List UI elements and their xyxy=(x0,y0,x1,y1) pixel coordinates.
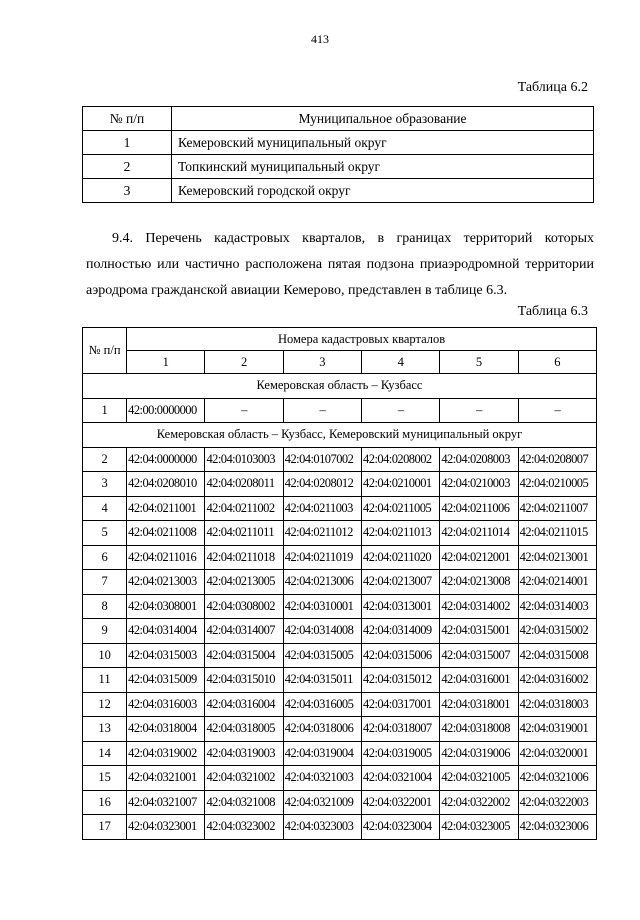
cadastral-quarter: 42:04:0319006 xyxy=(440,741,518,766)
table-header-row xyxy=(83,351,597,374)
cadastral-quarter: 42:04:0319004 xyxy=(283,741,361,766)
row-number: 13 xyxy=(83,717,127,742)
table-row xyxy=(83,179,594,203)
cadastral-table-body xyxy=(83,328,597,840)
cadastral-quarter: 42:04:0315001 xyxy=(440,619,518,644)
cadastral-quarter: 42:04:0213001 xyxy=(518,545,596,570)
section-title: Кемеровская область – Кузбасс xyxy=(83,374,597,399)
row-number: 16 xyxy=(83,790,127,815)
cadastral-quarter: 42:04:0323001 xyxy=(127,815,205,840)
paragraph-text: 9.4. Перечень кадастровых кварталов, в границах территорий которых полностью или частично расположена пятая подзона приаэродромной территории аэродрома гражданской авиации Кемерово, представлен в таблице 6.3. xyxy=(86,231,594,298)
column-number: 3 xyxy=(283,351,361,374)
cadastral-quarter: 42:04:0315005 xyxy=(283,643,361,668)
cadastral-quarter: 42:04:0211016 xyxy=(127,545,205,570)
column-number: 5 xyxy=(440,351,518,374)
cadastral-quarter: 42:04:0308001 xyxy=(127,594,205,619)
table-row xyxy=(83,496,597,521)
cadastral-quarter: 42:04:0211013 xyxy=(362,521,440,546)
row-number: 2 xyxy=(83,155,172,179)
row-number: 9 xyxy=(83,619,127,644)
cadastral-quarter: 42:04:0321006 xyxy=(518,766,596,791)
section-title: Кемеровская область – Кузбасс, Кемеровский муниципальный округ xyxy=(83,423,597,448)
cadastral-quarter: 42:04:0314003 xyxy=(518,594,596,619)
cadastral-quarter: 42:04:0211008 xyxy=(127,521,205,546)
row-number: 17 xyxy=(83,815,127,840)
row-number: 7 xyxy=(83,570,127,595)
cadastral-quarter: 42:04:0211020 xyxy=(362,545,440,570)
cadastral-quarter: 42:04:0322001 xyxy=(362,790,440,815)
cadastral-quarter: 42:04:0315009 xyxy=(127,668,205,693)
table-6-3-caption: Таблица 6.3 xyxy=(517,304,588,319)
municipality-name: Кемеровский муниципальный округ xyxy=(172,131,594,155)
cadastral-quarter: 42:04:0321007 xyxy=(127,790,205,815)
cadastral-quarter: 42:04:0000000 xyxy=(127,447,205,472)
cadastral-quarter: 42:04:0315002 xyxy=(518,619,596,644)
cadastral-quarter: 42:04:0314008 xyxy=(283,619,361,644)
cadastral-quarter: 42:04:0208007 xyxy=(518,447,596,472)
cadastral-quarter: 42:04:0315006 xyxy=(362,643,440,668)
cadastral-quarter: 42:04:0319005 xyxy=(362,741,440,766)
row-number: 6 xyxy=(83,545,127,570)
cadastral-quarter: 42:04:0212001 xyxy=(440,545,518,570)
table-row xyxy=(83,545,597,570)
cadastral-quarter: 42:04:0208010 xyxy=(127,472,205,497)
table-row xyxy=(83,692,597,717)
cadastral-quarter: 42:04:0316005 xyxy=(283,692,361,717)
cadastral-quarter: 42:04:0318003 xyxy=(518,692,596,717)
cadastral-quarter: 42:04:0103003 xyxy=(205,447,283,472)
cadastral-quarter: 42:04:0313001 xyxy=(362,594,440,619)
table-header-row xyxy=(83,328,597,351)
cadastral-quarter: 42:04:0315007 xyxy=(440,643,518,668)
cadastral-quarter: 42:04:0315008 xyxy=(518,643,596,668)
cadastral-quarter: 42:04:0310001 xyxy=(283,594,361,619)
cadastral-quarter: 42:04:0323006 xyxy=(518,815,596,840)
cadastral-quarter: 42:04:0314009 xyxy=(362,619,440,644)
cadastral-quarter: 42:04:0321001 xyxy=(127,766,205,791)
cadastral-quarter: 42:04:0321009 xyxy=(283,790,361,815)
cadastral-quarter: 42:04:0317001 xyxy=(362,692,440,717)
cadastral-quarter: 42:04:0318004 xyxy=(127,717,205,742)
cadastral-quarter: – xyxy=(440,398,518,423)
cadastral-quarter: 42:04:0211006 xyxy=(440,496,518,521)
cadastral-quarter: 42:04:0211001 xyxy=(127,496,205,521)
table-row xyxy=(83,766,597,791)
row-number: 12 xyxy=(83,692,127,717)
cadastral-quarter: 42:04:0308002 xyxy=(205,594,283,619)
row-number: 3 xyxy=(83,472,127,497)
paragraph-9-4 xyxy=(86,226,594,304)
cadastral-quarter: 42:04:0321004 xyxy=(362,766,440,791)
cadastral-quarter: 42:04:0211003 xyxy=(283,496,361,521)
cadastral-quarter: 42:04:0208011 xyxy=(205,472,283,497)
cadastral-quarter: 42:04:0214001 xyxy=(518,570,596,595)
cadastral-quarter: 42:04:0315003 xyxy=(127,643,205,668)
cadastral-quarter: 42:04:0210003 xyxy=(440,472,518,497)
table-row xyxy=(83,447,597,472)
cadastral-quarter: 42:04:0210001 xyxy=(362,472,440,497)
table-row xyxy=(83,790,597,815)
column-number: 4 xyxy=(362,351,440,374)
section-row xyxy=(83,423,597,448)
cadastral-quarter: 42:04:0213008 xyxy=(440,570,518,595)
table-header-row xyxy=(83,107,594,131)
cadastral-quarter: 42:04:0318007 xyxy=(362,717,440,742)
cadastral-quarter: – xyxy=(283,398,361,423)
row-number: 3 xyxy=(83,179,172,203)
table-row xyxy=(83,741,597,766)
cadastral-quarter: 42:04:0208012 xyxy=(283,472,361,497)
cadastral-quarter: 42:04:0314007 xyxy=(205,619,283,644)
cadastral-quarter: 42:00:0000000 xyxy=(127,398,205,423)
table-row xyxy=(83,717,597,742)
cadastral-quarter: 42:04:0211002 xyxy=(205,496,283,521)
table-row xyxy=(83,594,597,619)
cadastral-quarter: 42:04:0315011 xyxy=(283,668,361,693)
table-row xyxy=(83,155,594,179)
header-num: № п/п xyxy=(83,328,127,374)
cadastral-quarter: 42:04:0323005 xyxy=(440,815,518,840)
cadastral-quarter: 42:04:0319003 xyxy=(205,741,283,766)
cadastral-quarter: 42:04:0321003 xyxy=(283,766,361,791)
row-number: 5 xyxy=(83,521,127,546)
header-cadastral-numbers: Номера кадастровых кварталов xyxy=(127,328,597,351)
page-number: 413 xyxy=(311,32,329,46)
cadastral-quarter: – xyxy=(518,398,596,423)
row-number: 11 xyxy=(83,668,127,693)
cadastral-quarters-table xyxy=(82,327,597,840)
cadastral-quarter: 42:04:0315004 xyxy=(205,643,283,668)
row-number: 14 xyxy=(83,741,127,766)
table-row xyxy=(83,521,597,546)
cadastral-quarter: 42:04:0316004 xyxy=(205,692,283,717)
cadastral-quarter: 42:04:0211015 xyxy=(518,521,596,546)
table-row xyxy=(83,570,597,595)
cadastral-quarter: 42:04:0211018 xyxy=(205,545,283,570)
header-num: № п/п xyxy=(83,107,172,131)
table-row xyxy=(83,131,594,155)
cadastral-quarter: 42:04:0315012 xyxy=(362,668,440,693)
cadastral-quarter: 42:04:0211014 xyxy=(440,521,518,546)
municipality-table xyxy=(82,106,594,203)
cadastral-quarter: 42:04:0213005 xyxy=(205,570,283,595)
row-number: 4 xyxy=(83,496,127,521)
table-row xyxy=(83,619,597,644)
cadastral-quarter: 42:04:0318005 xyxy=(205,717,283,742)
cadastral-quarter: 42:04:0321002 xyxy=(205,766,283,791)
cadastral-quarter: 42:04:0213003 xyxy=(127,570,205,595)
municipality-name: Кемеровский городской округ xyxy=(172,179,594,203)
cadastral-quarter: 42:04:0321008 xyxy=(205,790,283,815)
cadastral-quarter: 42:04:0314004 xyxy=(127,619,205,644)
cadastral-quarter: 42:04:0210005 xyxy=(518,472,596,497)
table-row xyxy=(83,398,597,423)
cadastral-quarter: 42:04:0314002 xyxy=(440,594,518,619)
cadastral-quarter: 42:04:0323002 xyxy=(205,815,283,840)
municipality-name: Топкинский муниципальный округ xyxy=(172,155,594,179)
row-number: 2 xyxy=(83,447,127,472)
row-number: 1 xyxy=(83,398,127,423)
row-number: 8 xyxy=(83,594,127,619)
cadastral-quarter: 42:04:0322003 xyxy=(518,790,596,815)
cadastral-quarter: 42:04:0213006 xyxy=(283,570,361,595)
cadastral-quarter: 42:04:0323004 xyxy=(362,815,440,840)
cadastral-quarter: 42:04:0316001 xyxy=(440,668,518,693)
cadastral-quarter: 42:04:0316003 xyxy=(127,692,205,717)
row-number: 15 xyxy=(83,766,127,791)
cadastral-quarter: 42:04:0323003 xyxy=(283,815,361,840)
cadastral-quarter: 42:04:0211012 xyxy=(283,521,361,546)
cadastral-quarter: 42:04:0319001 xyxy=(518,717,596,742)
column-number: 6 xyxy=(518,351,596,374)
cadastral-quarter: 42:04:0318001 xyxy=(440,692,518,717)
table-row xyxy=(83,668,597,693)
cadastral-quarter: – xyxy=(205,398,283,423)
table-row xyxy=(83,643,597,668)
cadastral-quarter: – xyxy=(362,398,440,423)
cadastral-quarter: 42:04:0211007 xyxy=(518,496,596,521)
cadastral-quarter: 42:04:0208002 xyxy=(362,447,440,472)
header-municipality: Муниципальное образование xyxy=(172,107,594,131)
cadastral-quarter: 42:04:0318008 xyxy=(440,717,518,742)
cadastral-quarter: 42:04:0318006 xyxy=(283,717,361,742)
column-number: 1 xyxy=(127,351,205,374)
cadastral-quarter: 42:04:0322002 xyxy=(440,790,518,815)
cadastral-quarter: 42:04:0213007 xyxy=(362,570,440,595)
table-6-2-caption: Таблица 6.2 xyxy=(517,80,588,95)
cadastral-quarter: 42:04:0107002 xyxy=(283,447,361,472)
column-number: 2 xyxy=(205,351,283,374)
cadastral-quarter: 42:04:0211011 xyxy=(205,521,283,546)
cadastral-quarter: 42:04:0319002 xyxy=(127,741,205,766)
cadastral-quarter: 42:04:0316002 xyxy=(518,668,596,693)
cadastral-quarter: 42:04:0208003 xyxy=(440,447,518,472)
cadastral-quarter: 42:04:0211005 xyxy=(362,496,440,521)
row-number: 1 xyxy=(83,131,172,155)
cadastral-quarter: 42:04:0321005 xyxy=(440,766,518,791)
table-row xyxy=(83,472,597,497)
table-row xyxy=(83,815,597,840)
cadastral-quarter: 42:04:0320001 xyxy=(518,741,596,766)
cadastral-quarter: 42:04:0315010 xyxy=(205,668,283,693)
section-row xyxy=(83,374,597,399)
cadastral-quarter: 42:04:0211019 xyxy=(283,545,361,570)
row-number: 10 xyxy=(83,643,127,668)
